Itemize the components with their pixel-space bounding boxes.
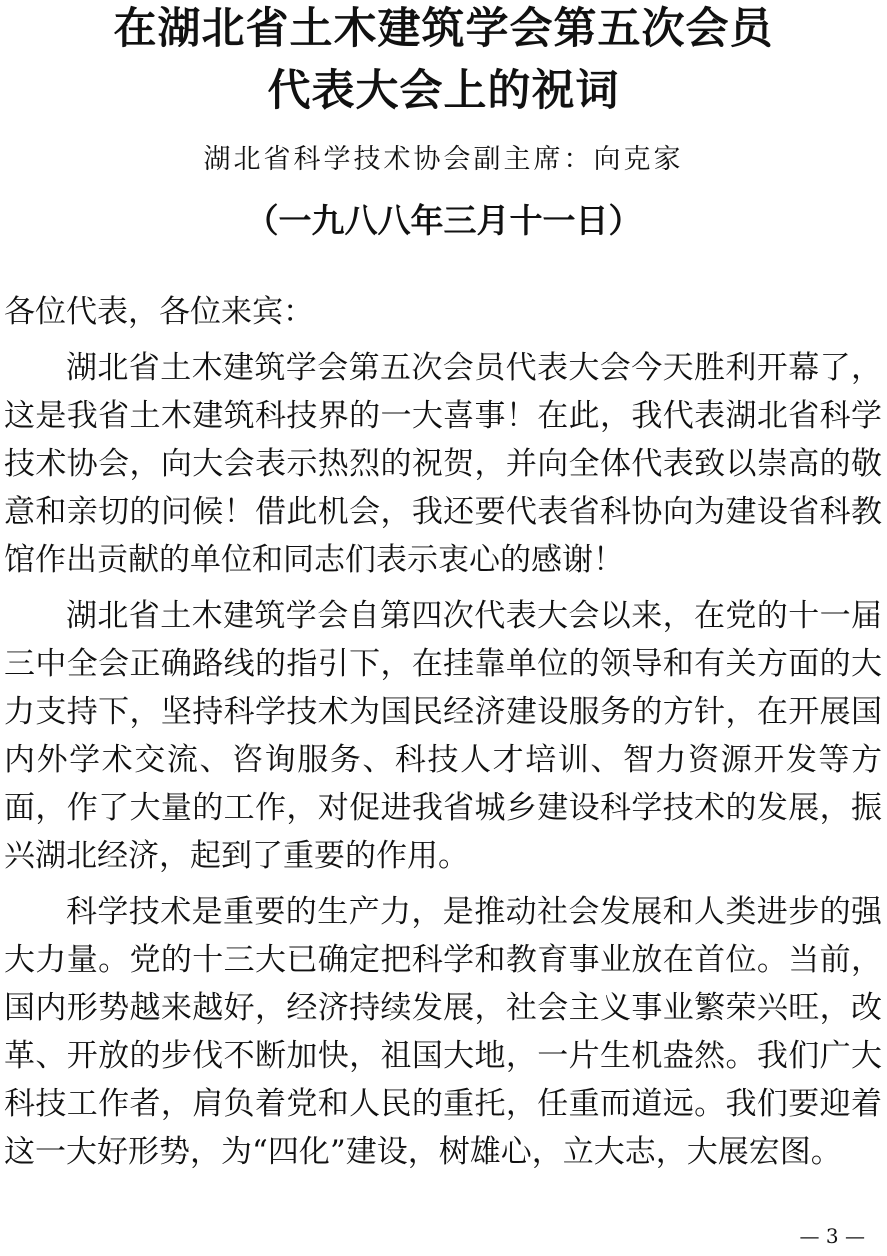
title-line-1: 在湖北省土木建筑学会第五次会员 <box>113 4 774 54</box>
body-text <box>4 288 882 1176</box>
paragraph-1: 湖北省土木建筑学会第五次会员代表大会今天胜利开幕了，这是我省土木建筑科技界的一大喜事！在此，我代表湖北省科学技术协会，向大会表示热烈的祝贺，并向全体代表致以崇高的敬意和亲切的问候！借此机会，我还要代表省科协向为建设省科教馆作出贡献的单位和同志们表示衷心的感谢！ <box>4 350 882 578</box>
paragraph-3: 科学技术是重要的生产力，是推动社会发展和人类进步的强大力量。党的十三大已确定把科学和教育事业放在首位。当前，国内形势越来越好，经济持续发展，社会主义事业繁荣兴旺，改革、开放的步伐不断加快，祖国大地，一片生机盎然。我们广大科技工作者，肩负着党和人民的重托，任重而道远。我们要迎着这一大好形势，为“四化”建设，树雄心，立大志，大展宏图。 <box>4 894 882 1170</box>
salutation: 各位代表，各位来宾： <box>4 294 314 330</box>
author-line: 湖北省科学技术协会副主席：向克家 <box>203 144 684 175</box>
title-line-2: 代表大会上的祝词 <box>267 66 620 116</box>
paragraph-2: 湖北省土木建筑学会自第四次代表大会以来，在党的十一届三中全会正确路线的指引下，在挂靠单位的领导和有关方面的大力支持下，坚持科学技术为国民经济建设服务的方针，在开展国内外学术交流、咨询服务、科技人才培训、智力资源开发等方面，作了大量的工作，对促进我省城乡建设科学技术的发展，振兴湖北经济，起到了重要的作用。 <box>4 598 882 874</box>
page-number: — 3 — <box>799 1224 865 1248</box>
date-line: （一九八八年三月十一日） <box>245 201 642 240</box>
